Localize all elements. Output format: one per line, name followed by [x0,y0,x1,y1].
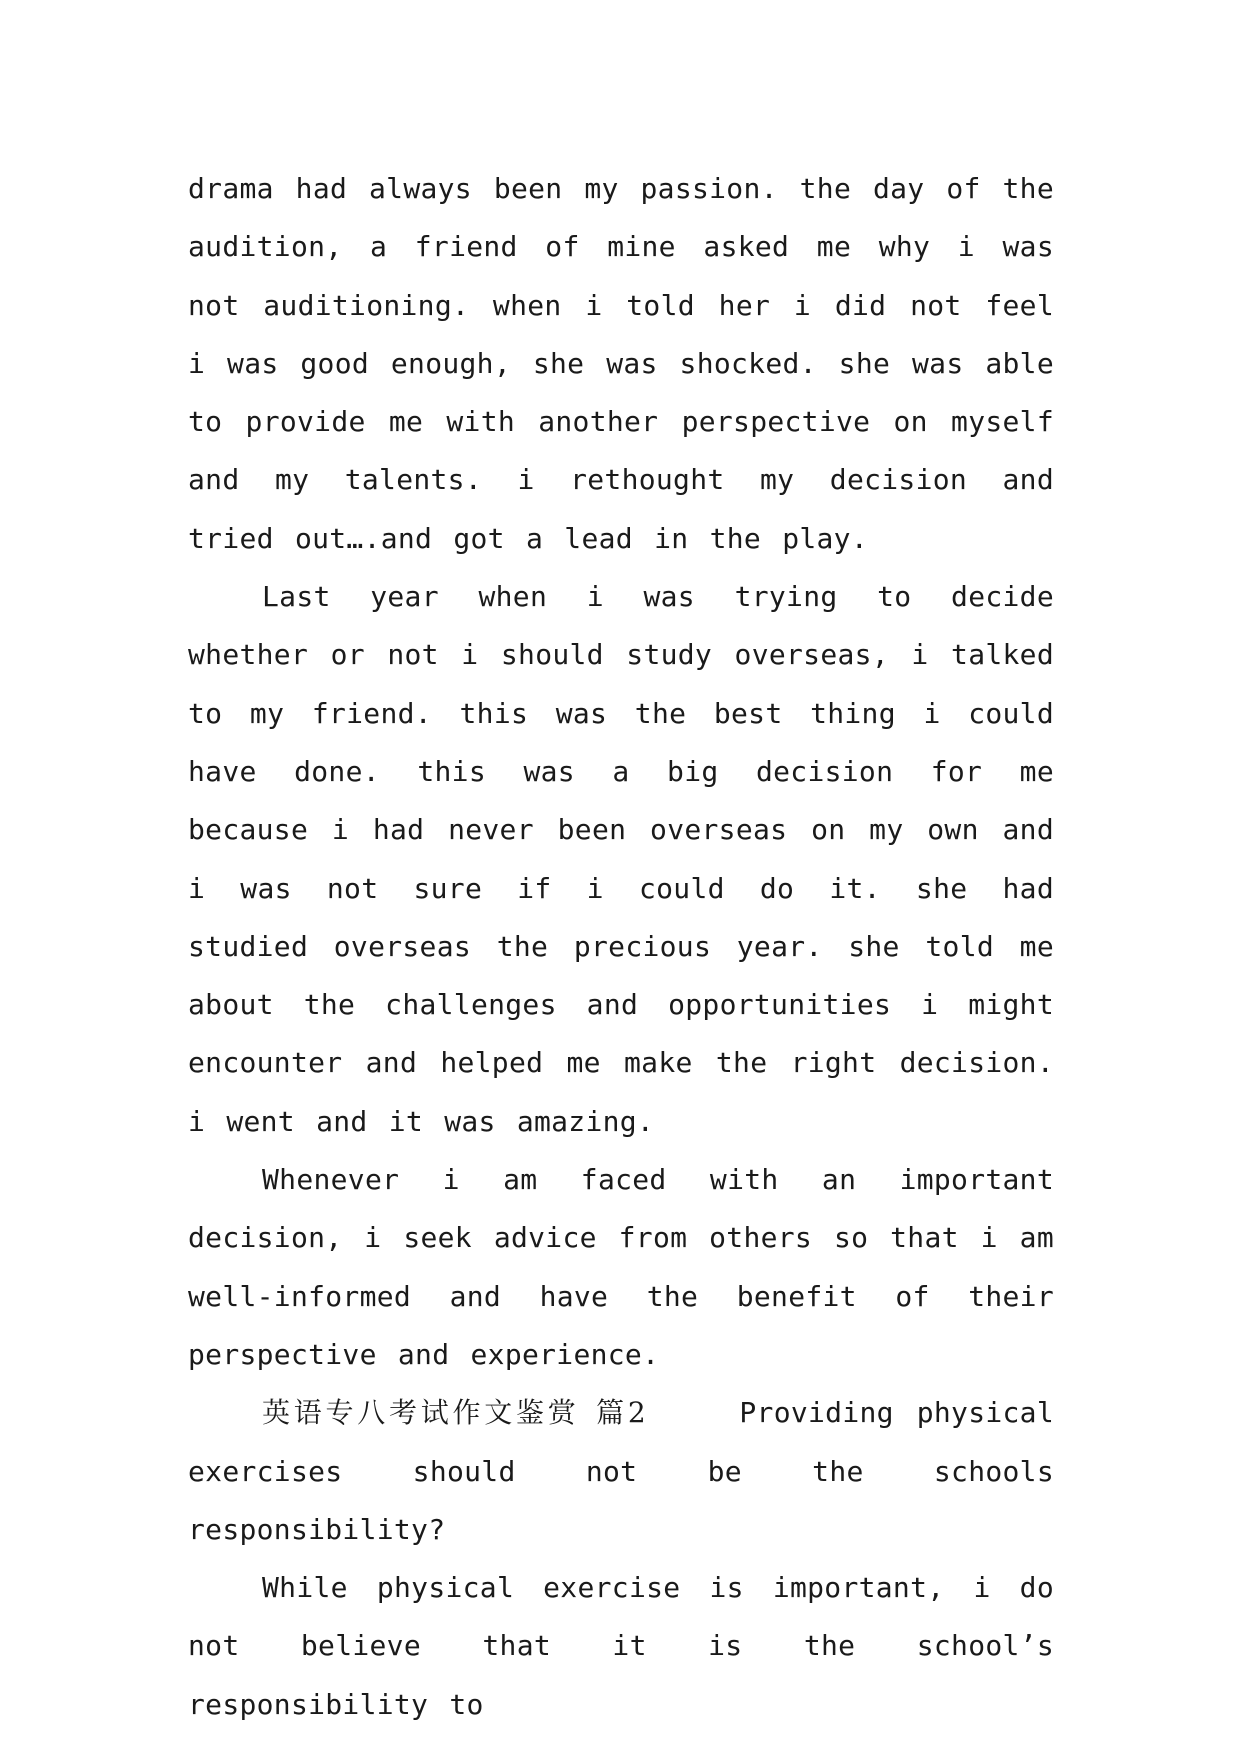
document-body [188,160,1054,1734]
section-heading [188,1384,1054,1559]
section-heading-title: 英语专八考试作文鉴赏 篇2 [262,1396,648,1430]
paragraph-drama: drama had always been my passion. the day of the audition, a friend of mine asked me why i was not auditioning. when i told her i did not feel i was good enough, she was shocked. she was able to provide me with another perspective on myself and my talents. i rethought my decision and tried out….and got a lead in the play. [188,172,1054,555]
paragraph-physical-exercise: While physical exercise is important, i do not believe that it is the school’s responsibility to [188,1571,1054,1721]
paragraph-seek-advice: Whenever i am faced with an important decision, i seek advice from others so that i am well-informed and have the benefit of their perspective and experience. [188,1163,1054,1371]
section-heading-prompt: Providing physical exercises should not be the schools responsibility? [188,1396,1054,1546]
paragraph-study-overseas: Last year when i was trying to decide whether or not i should study overseas, i talked to my friend. this was the best thing i could have done. this was a big decision for me because i had never been overseas on my own and i was not sure if i could do it. she had studied overseas the precious year. she told me about the challenges and opportunities i might encounter and helped me make the right decision. i went and it was amazing. [188,580,1054,1138]
